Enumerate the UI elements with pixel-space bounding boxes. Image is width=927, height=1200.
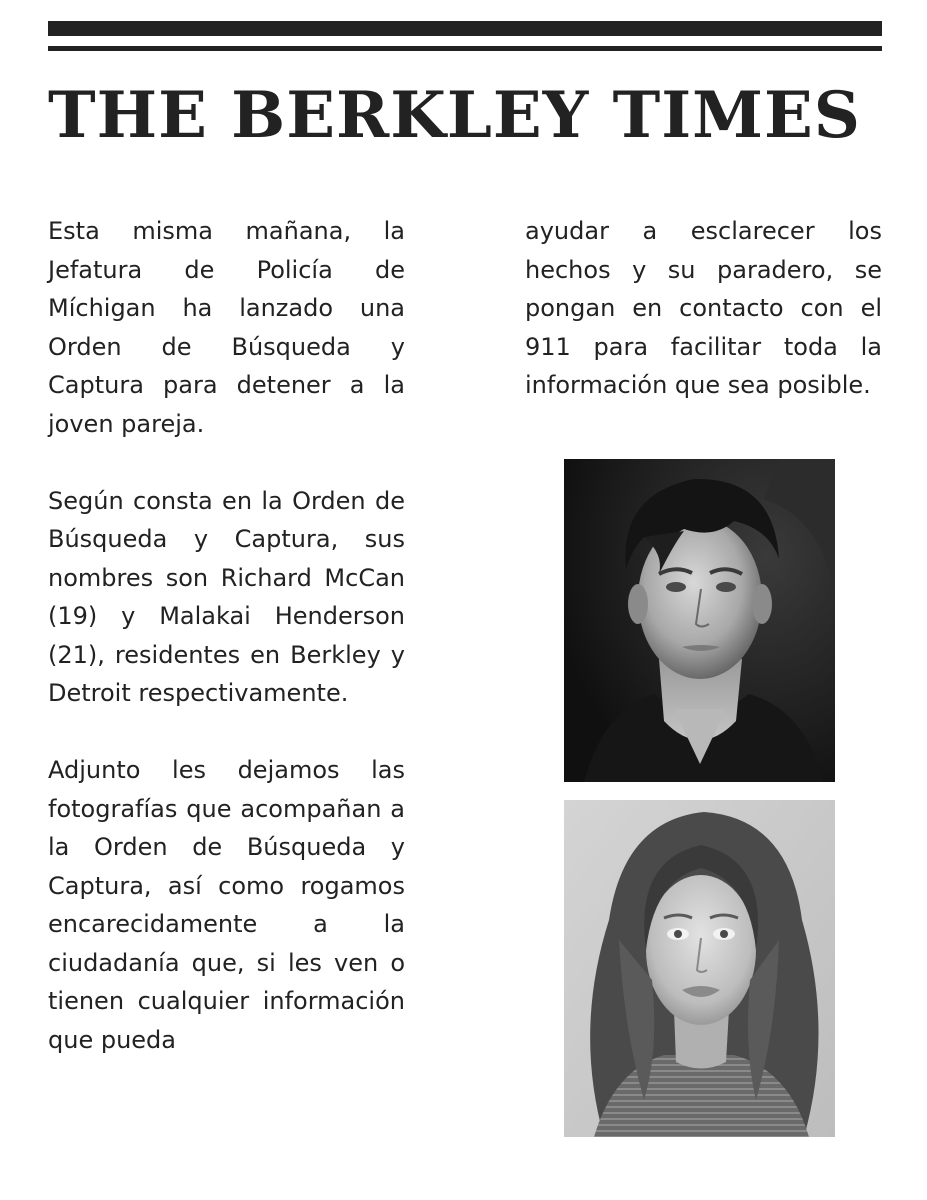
article-paragraph: Adjunto les dejamos las fotografías que acompañan a la Orden de Búsqueda y Captura, así como rogamos encarecidamente a la ciudadanía que, si les ven o tienen cualquier información que pueda (48, 756, 405, 1054)
article-paragraph: Esta misma mañana, la Jefatura de Policía de Míchigan ha lanzado una Orden de Búsqueda y Captura para detener a la joven pareja. (48, 217, 405, 438)
article-column-left (48, 212, 405, 1059)
portrait-photo-man (564, 459, 835, 782)
portrait-photo-woman (564, 800, 835, 1137)
newspaper-title: THE BERKLEY TIMES (48, 78, 861, 153)
masthead-rule-thick (48, 21, 882, 36)
article-paragraph: Según consta en la Orden de Búsqueda y Captura, sus nombres son Richard McCan (19) y Malakai Henderson (21), residentes en Berkley y Detroit respectivamente. (48, 486, 405, 707)
article-paragraph: ayudar a esclarecer los hechos y su paradero, se pongan en contacto con el 911 para facilitar toda la información que sea posible. (525, 217, 882, 399)
article-column-right (525, 212, 882, 405)
masthead-rule-thin (48, 46, 882, 51)
